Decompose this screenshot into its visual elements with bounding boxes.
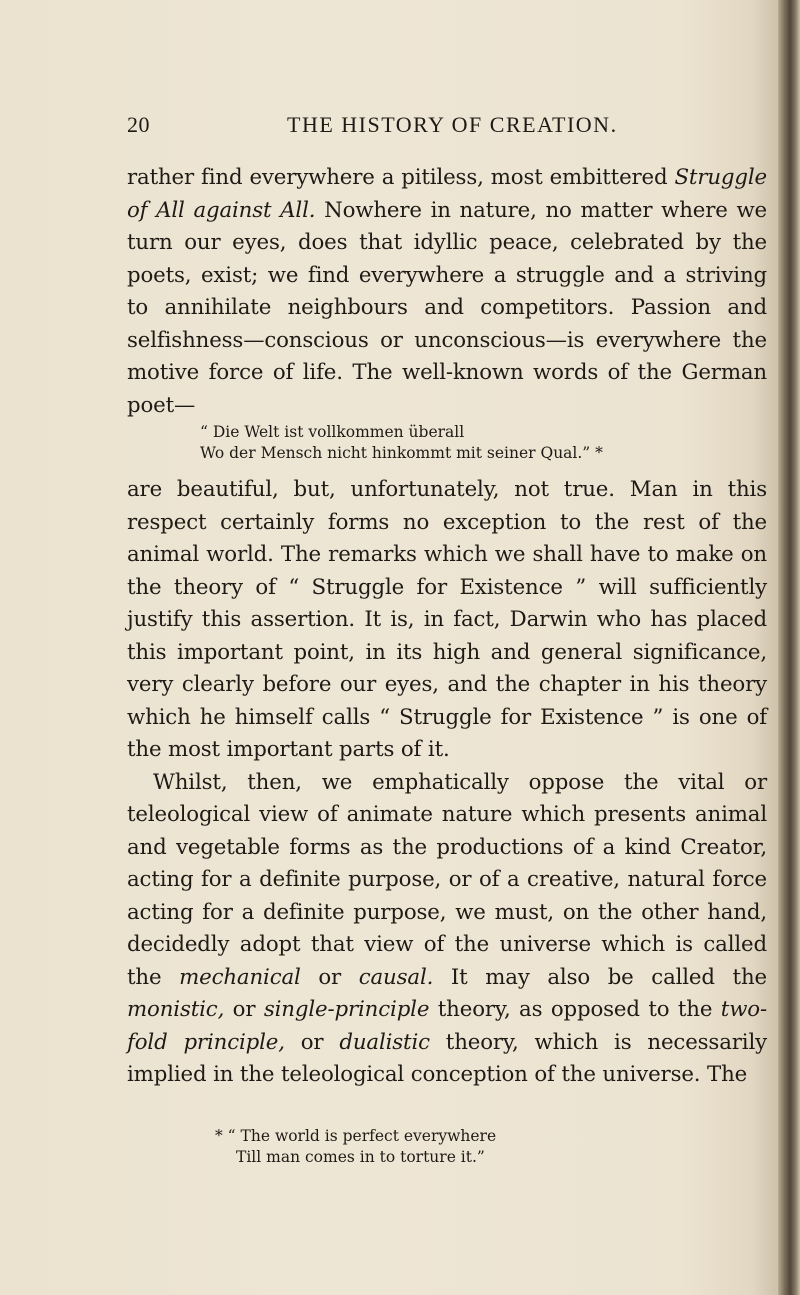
paragraph-2: are beautiful, but, unfortunately, not true. Man in this respect certainly forms no exception to the rest of the animal world. The remarks which we shall have to make on the theory of “ Struggle for Existence ” will sufficiently justify this assertion. It is, in fact, Darwin who has placed this important point, in its high and general significance, very clearly before our eyes, and the chapter in his theory which he himself calls “ Struggle for Existence ” is one of the most important parts of it. bbox=[127, 477, 767, 762]
page-edge-shadow bbox=[778, 0, 800, 1295]
body-text-upper bbox=[127, 162, 767, 422]
poem-quote bbox=[200, 422, 760, 464]
paragraph-3: Whilst, then, we emphatically oppose the vital or teleological view of animate nature which presents animal and vegetable forms as the productions of a kind Creator, acting for a definite purpose, or of a creative, natural force acting for a definite purpose, we must, on the other hand, decidedly adopt that view of the universe which is called the mechanical or causal. It may also be called the monistic, or single-principle theory, as opposed to the two-fold principle, or dualistic theory, which is necessarily implied in the teleological conception of the universe. The bbox=[127, 769, 767, 1087]
paragraph-1: rather find everywhere a pitiless, most embittered Struggle of All against All. Nowhere in nature, no matter where we turn our eyes, does that idyllic peace, celebrated by the poets, exist; we find everywhere a struggle and a striving to annihilate neighbours and competitors. Passion and selfishness—conscious or unconscious—is everywhere the motive force of life. The well-known words of the German poet— bbox=[127, 165, 767, 418]
body-text-lower bbox=[127, 474, 767, 1092]
footnote-line-2: Till man comes in to torture it.” bbox=[236, 1148, 485, 1166]
footnote bbox=[215, 1126, 715, 1168]
page-header bbox=[127, 112, 767, 142]
page-number: 20 bbox=[127, 112, 150, 137]
quote-line-2: Wo der Mensch nicht hinkommt mit seiner Qual.” * bbox=[200, 444, 603, 462]
footnote-line-1: * “ The world is perfect everywhere bbox=[215, 1127, 497, 1145]
running-title: THE HISTORY OF CREATION. bbox=[287, 112, 618, 137]
quote-line-1: “ Die Welt ist vollkommen überall bbox=[200, 423, 465, 441]
